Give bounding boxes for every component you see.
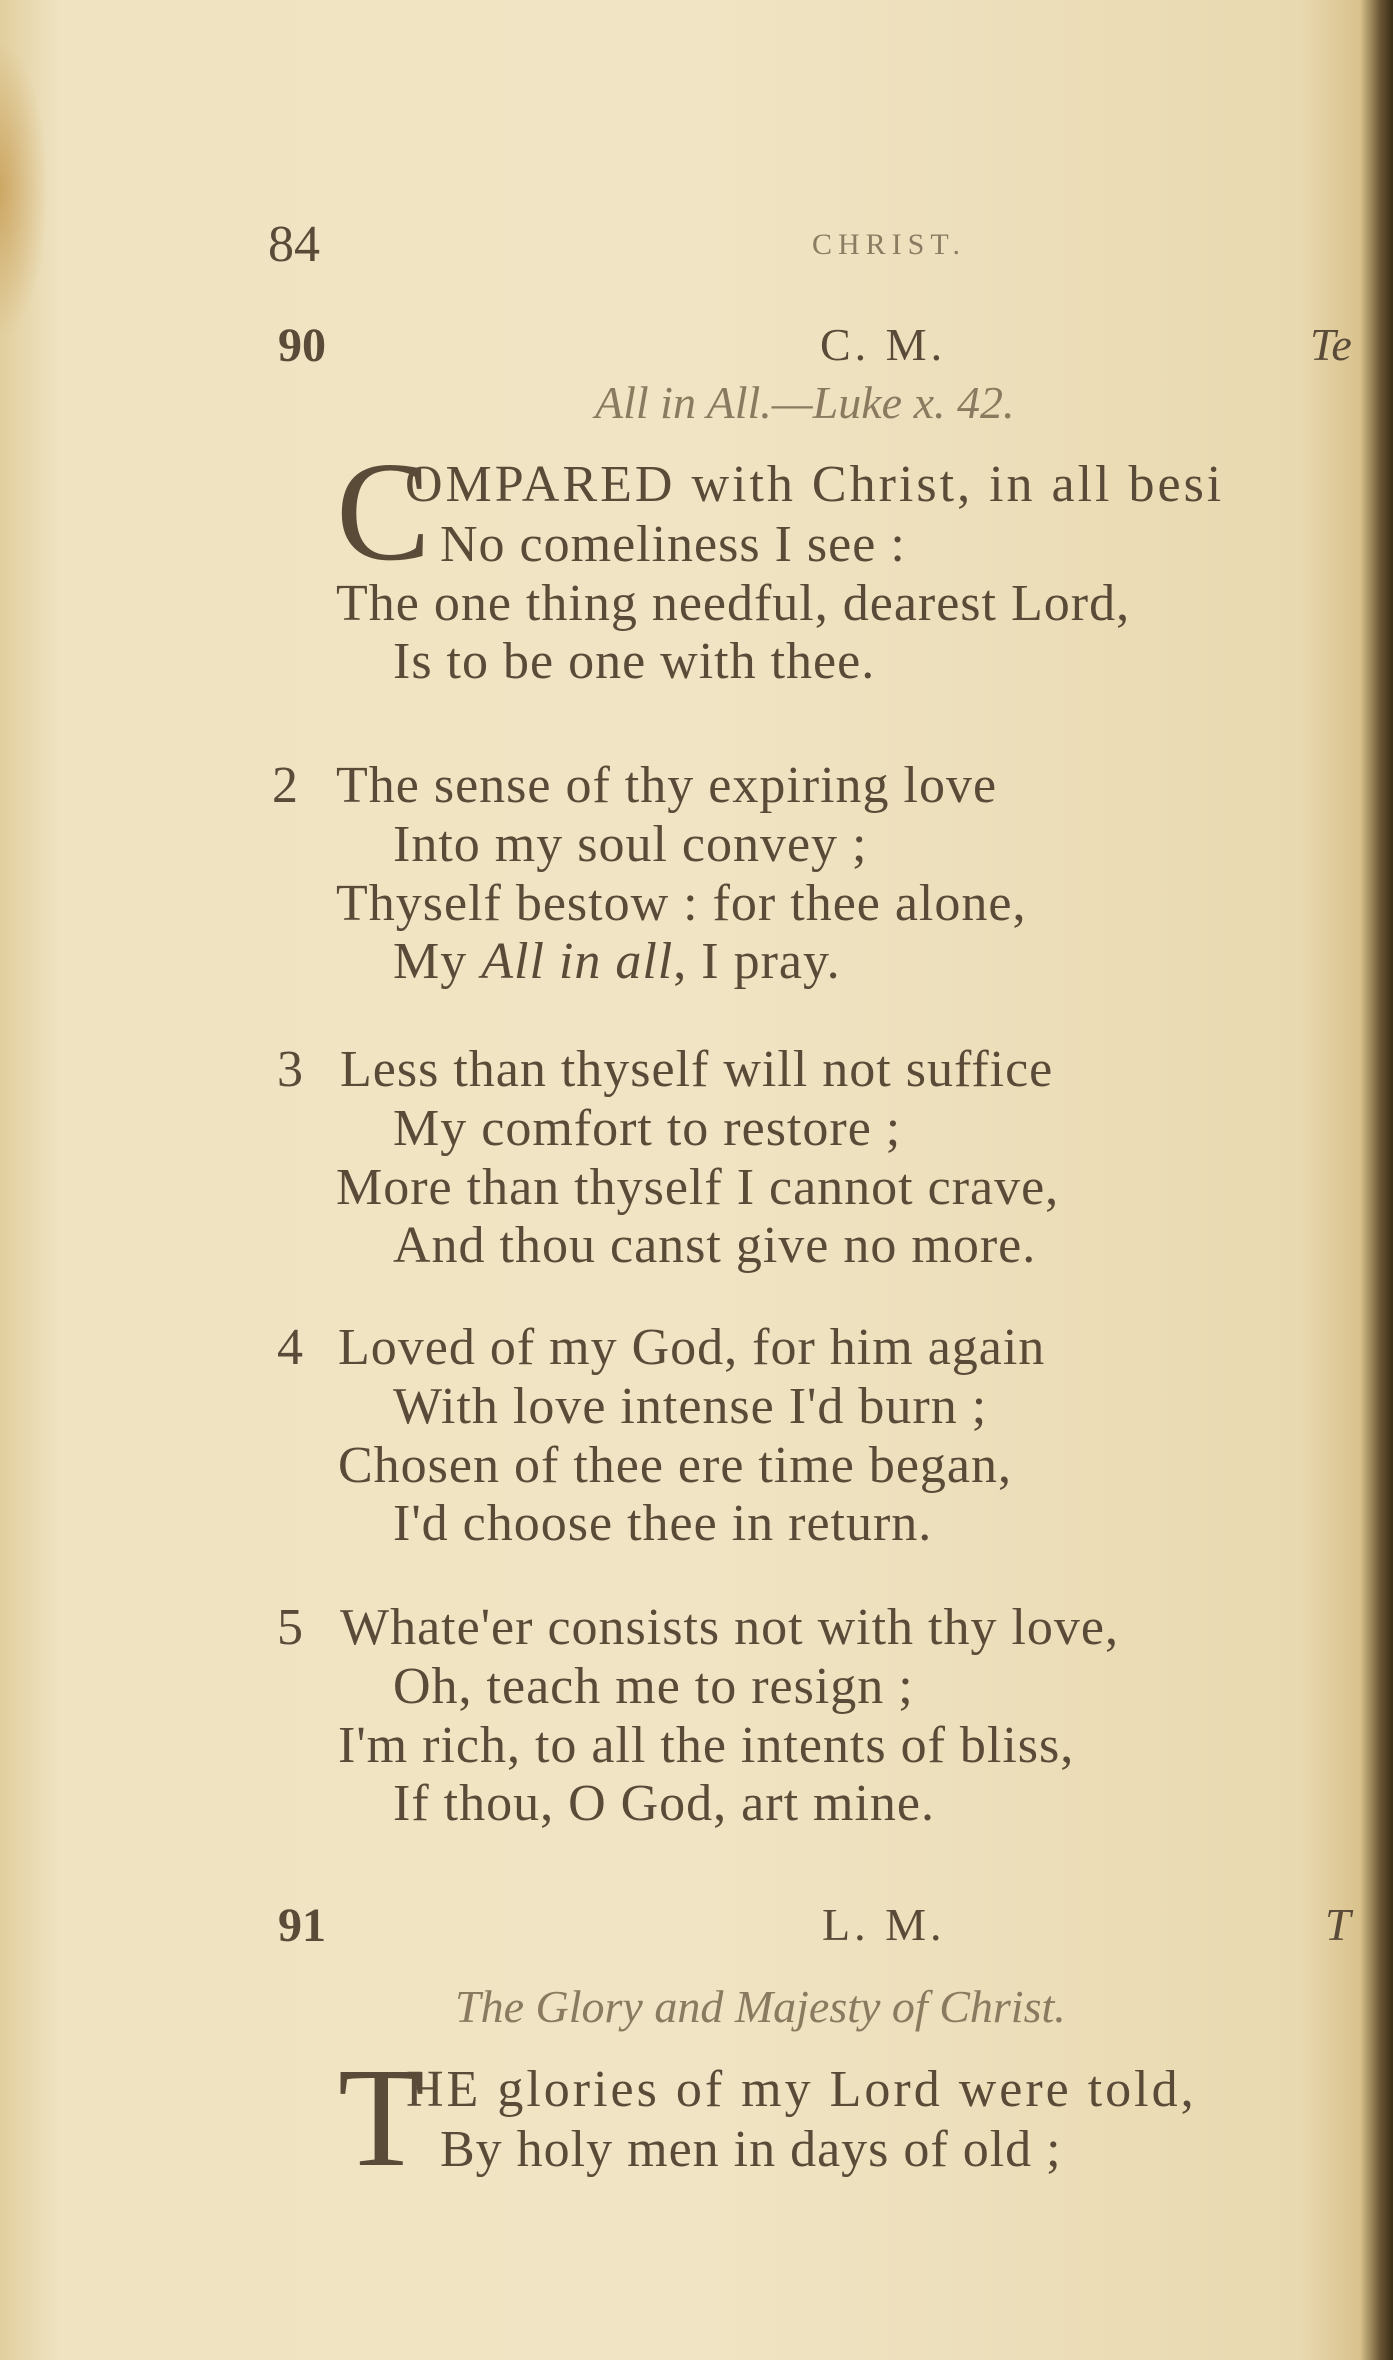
hymn-90-s5-line1: Whate'er consists not with thy love, [340,1599,1120,1656]
hymn-90-s3-line3: More than thyself I cannot crave, [336,1159,1060,1216]
hymn-91-s1-line2: By holy men in days of old ; [440,2121,1062,2178]
page-number: 84 [268,216,320,273]
hymn-90-subtitle: All in All.—Luke x. 42. [595,377,1015,428]
hymn-91-dropcap: T [338,2038,425,2196]
hymn-90-s2-line1: The sense of thy expiring love [336,757,998,814]
hymn-90-s1-line3: The one thing needful, dearest Lord, [336,575,1131,632]
hymn-90-s2-line4-post: , I pray. [673,933,841,990]
hymn-90-s4-line2: With love intense I'd burn ; [393,1378,988,1435]
hymn-90-s5-line3: I'm rich, to all the intents of bliss, [338,1717,1075,1774]
hymn-91-meter: L. M. [822,1899,946,1950]
hymn-90-s2-line4-pre: My [393,933,482,990]
hymn-90-s3-number: 3 [277,1041,303,1098]
hymn-90-s3-line1: Less than thyself will not suffice [340,1041,1054,1098]
hymn-90-s2-line3: Thyself bestow : for thee alone, [336,875,1027,932]
hymn-90-s2-line2: Into my soul convey ; [393,816,868,873]
hymn-91-subtitle: The Glory and Majesty of Christ. [455,1981,1066,2032]
hymn-90-dropcap: C [336,432,431,590]
hymn-90-s4-line4: I'd choose thee in return. [393,1495,933,1552]
hymn-90-s5-line2: Oh, teach me to resign ; [393,1658,914,1715]
hymn-90-s2-line4 [393,932,841,991]
hymn-90-s2-number: 2 [272,757,298,814]
hymn-90-s1-line2: No comeliness I see : [440,516,906,573]
hymn-90-s3-line4: And thou canst give no more. [393,1217,1037,1274]
hymn-91-s1-line1: HE glories of my Lord were told, [406,2061,1197,2118]
hymn-90-s3-line2: My comfort to restore ; [393,1100,902,1157]
hymn-90-s5-line4: If thou, O God, art mine. [393,1775,936,1832]
hymn-90-s5-number: 5 [277,1599,303,1656]
hymn-91-tune: T [1325,1899,1351,1950]
hymn-90-s4-line3: Chosen of thee ere time began, [338,1437,1012,1494]
hymn-90-s4-line1: Loved of my God, for him again [338,1319,1046,1376]
hymn-90-meter: C. M. [820,319,947,370]
running-title: CHRIST. [812,228,966,261]
hymn-90-tune: Te [1310,319,1352,370]
hymn-90-s1-line1: OMPARED with Christ, in all besi [405,456,1225,513]
hymn-91-number: 91 [278,1899,326,1952]
hymn-90-number: 90 [278,319,326,372]
hymn-90-s1-line4: Is to be one with thee. [393,633,876,690]
page-stain [0,40,48,340]
hymn-90-s2-line4-em: All in all [481,933,674,990]
hymn-90-s4-number: 4 [277,1319,303,1376]
